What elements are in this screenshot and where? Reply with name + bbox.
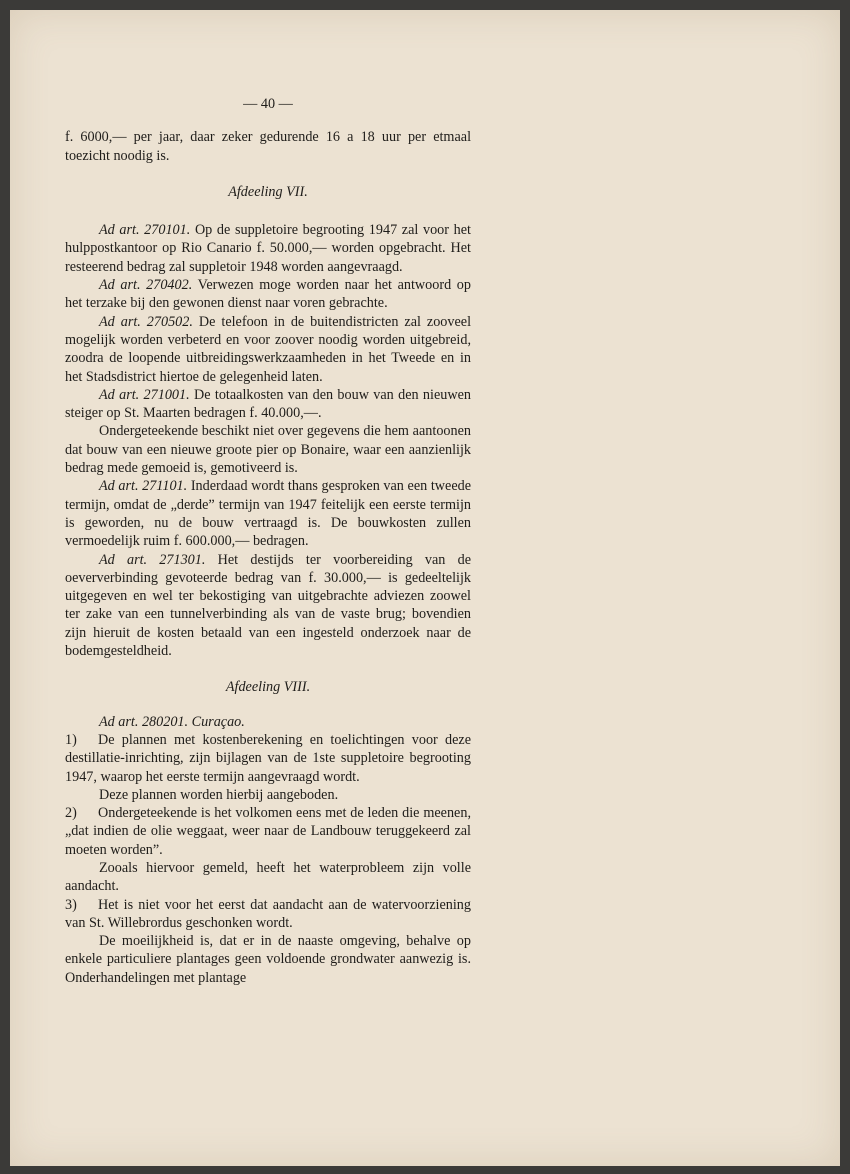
- paragraph: [65, 276, 471, 313]
- paragraph-text: Ondergeteekende beschikt niet over gegevens die hem aantoonen dat bouw van een nieuwe groote pier op Bonaire, waar een aanzienlijk bedrag mede gemoeid is, gemotiveerd is.: [65, 423, 471, 477]
- paragraph-text: Deze plannen worden hierbij aangeboden.: [99, 786, 339, 803]
- continued-text: [65, 128, 471, 165]
- section-heading-vii: Afdeeling VII.: [228, 183, 308, 200]
- section-heading-viii: Afdeeling VIII.: [225, 679, 311, 696]
- text-line: f. 6000,— per jaar, daar zeker gedurende 16 a 18 uur: [65, 129, 401, 146]
- article-ref: Ad art. 270402.: [99, 277, 193, 294]
- item-number: 2): [65, 805, 77, 822]
- item-text: Het is niet voor het eerst dat aandacht aan de watervoorziening van St. Willebrordus geschonken wordt.: [65, 896, 471, 931]
- paragraph-text: Inderdaad wordt thans gesproken van een tweede termijn, omdat de „derde” termijn van 1947 feitelijk een eerste termijn is geworden, nu de bouw vertraagd is. De bouwkosten zullen vermoedelijk ruim f. 600.000,— bedragen.: [65, 478, 472, 550]
- paragraph-text: De telefoon in de buitendistricten zal zooveel mogelijk worden verbeterd en voor zoover noodig worden uitgebreid, zoodra de loopende uitbreidingswerkzaamheden in het Tweede en in het Stadsdistrict hiertoe de gelegenheid laten.: [65, 313, 472, 385]
- paragraph-text: De totaalkosten van den bouw van den nieuwen steiger op St. Maarten bedragen f. 40.000,—.: [65, 386, 471, 422]
- paragraph-text: De moeilijkheid is, dat er in de naaste omgeving, behalve op enkele particuliere plantages geen voldoende grondwater aanwezig is. Onderhandelingen met plantage: [65, 933, 471, 986]
- numbered-item: [65, 731, 471, 786]
- item-text: Ondergeteekende is het volkomen eens met de leden die meenen, „dat indien de olie weggaat, weer naar de Landbouw teruggekeerd zal moeten worden”.: [65, 805, 471, 858]
- article-ref: Ad art. 271101.: [99, 478, 188, 495]
- paragraph-text: Op de suppletoire begrooting 1947 zal voor het hulppostkantoor op Rio Canario f. 50.000,— worden opgebracht. Het resteerend bedrag zal suppletoir 1948 worden aangevraagd.: [65, 222, 471, 275]
- paragraph: [65, 859, 471, 896]
- paragraph: [65, 551, 471, 661]
- numbered-item: [65, 896, 471, 933]
- paragraph: [65, 477, 471, 550]
- paragraph-text: Verwezen moge worden naar het antwoord op het terzake bij den gewonen dienst naar voren gebrachte.: [65, 277, 471, 312]
- paragraph-text: Het destijds ter voorbereiding van de oeververbinding gevoteerde bedrag van f. 30.000,— is gedeeltelijk uitgegeven en wel ter bekostiging van uitgebrachte adviezen zoowel ter zake van een tunnelverbinding als van de vaste brug; bovendien zijn hieruit de kosten betaald van een ingesteld onderzoek naar de bodemgesteldheid.: [65, 551, 471, 660]
- paragraph: [65, 422, 471, 477]
- article-ref: Ad art. 271301.: [99, 551, 206, 568]
- paragraph-text: Zooals hiervoor gemeld, heeft het waterprobleem zijn volle aandacht.: [65, 859, 471, 895]
- text-line: per etmaal toezicht noodig is.: [65, 129, 472, 164]
- article-ref: Ad art. 280201. Curaçao.: [99, 713, 245, 730]
- paragraph: [65, 932, 471, 987]
- paragraph: [65, 313, 471, 386]
- paragraph: [65, 386, 471, 423]
- paragraph: [65, 786, 471, 804]
- paragraph: [65, 221, 471, 276]
- article-ref: Ad art. 270502.: [99, 313, 193, 330]
- item-number: 3): [65, 896, 77, 913]
- item-text: De plannen met kostenberekening en toelichtingen voor deze destillatie-inrichting, zijn bijlagen van de 1ste suppletoire begrooting 1947, waarop het eerste termijn aangevraagd wordt.: [65, 731, 471, 785]
- article-ref: Ad art. 271001.: [99, 386, 190, 403]
- document-page: [10, 10, 840, 1166]
- item-number: 1): [65, 731, 77, 748]
- page-text: [65, 95, 471, 987]
- page-number: — 40 —: [243, 96, 293, 112]
- article-ref: Ad art. 270101.: [99, 222, 191, 239]
- numbered-item: [65, 804, 471, 859]
